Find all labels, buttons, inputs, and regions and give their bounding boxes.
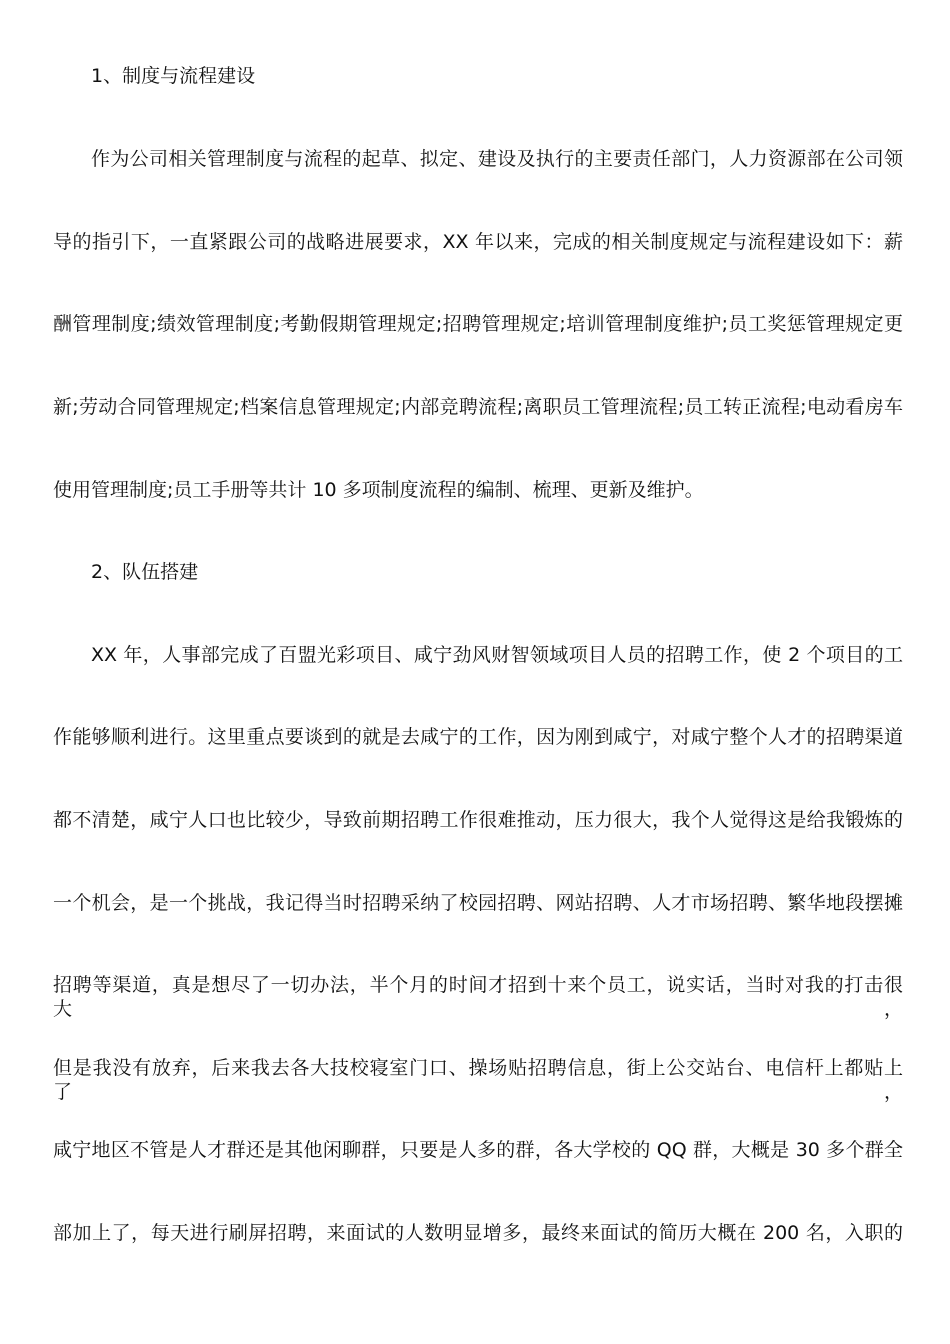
paragraph-line: 使用管理制度;员工手册等共计 10 多项制度流程的编制、梳理、更新及维护。 bbox=[53, 479, 704, 501]
paragraph-line: 咸宁地区不管是人才群还是其他闲聊群，只要是人多的群，各大学校的 QQ 群，大概是 30 多个群全 bbox=[53, 1139, 903, 1161]
paragraph-line: 但是我没有放弃，后来我去各大技校寝室门口、操场贴招聘信息，街上公交站台、电信杆上都贴上了， bbox=[53, 1057, 903, 1103]
paragraph-line: 作能够顺利进行。这里重点要谈到的就是去咸宁的工作，因为刚到咸宁，对咸宁整个人才的招聘渠道 bbox=[53, 726, 903, 748]
paragraph-line: 招聘等渠道，真是想尽了一切办法，半个月的时间才招到十来个员工，说实话，当时对我的打击很大， bbox=[53, 974, 903, 1020]
paragraph-line: 作为公司相关管理制度与流程的起草、拟定、建设及执行的主要责任部门，人力资源部在公司领 bbox=[91, 148, 903, 170]
section-heading-1: 1、制度与流程建设 bbox=[91, 65, 256, 87]
paragraph-line: 导的指引下，一直紧跟公司的战略进展要求，XX 年以来，完成的相关制度规定与流程建设如下：薪 bbox=[53, 231, 903, 253]
paragraph-line: XX 年，人事部完成了百盟光彩项目、咸宁劲风财智领域项目人员的招聘工作，使 2 个项目的工 bbox=[91, 644, 903, 666]
paragraph-line: 一个机会，是一个挑战，我记得当时招聘采纳了校园招聘、网站招聘、人才市场招聘、繁华地段摆摊 bbox=[53, 892, 903, 914]
paragraph-line: 酬管理制度;绩效管理制度;考勤假期管理规定;招聘管理规定;培训管理制度维护;员工奖惩管理规定更 bbox=[53, 313, 903, 335]
section-heading-2: 2、队伍搭建 bbox=[91, 561, 199, 583]
paragraph-line: 部加上了，每天进行刷屏招聘，来面试的人数明显增多，最终来面试的简历大概在 200 名，入职的 bbox=[53, 1222, 903, 1244]
paragraph-line: 新;劳动合同管理规定;档案信息管理规定;内部竞聘流程;离职员工管理流程;员工转正流程;电动看房车 bbox=[53, 396, 903, 418]
paragraph-line: 都不清楚，咸宁人口也比较少，导致前期招聘工作很难推动，压力很大，我个人觉得这是给我锻炼的 bbox=[53, 809, 903, 831]
